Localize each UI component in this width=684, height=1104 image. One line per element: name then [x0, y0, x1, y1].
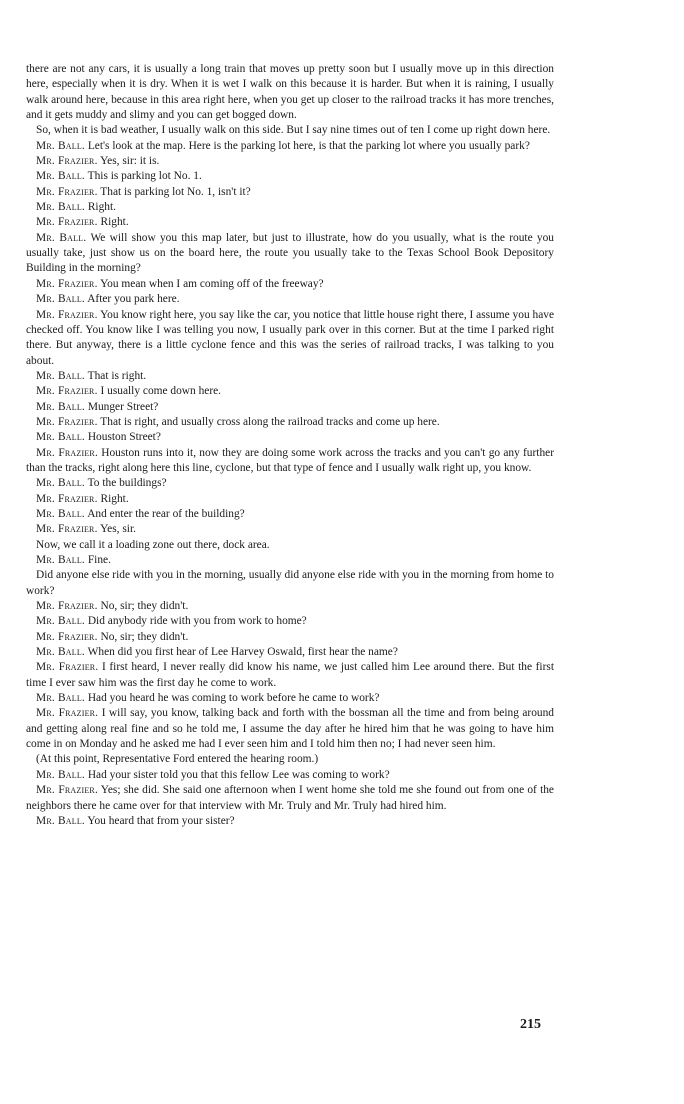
testimony-line — [26, 384, 554, 399]
paragraph-text: You know right here, you say like the car, you notice that little house right there, I assume you have checked off. You know like I was telling you now, I usually park over in this corner. But at the time I parked right there. But anyway, there is a little cyclone fence and this was the series of railroad tracks, I was talking to you about. — [26, 308, 554, 367]
narrative-paragraph — [26, 568, 554, 599]
testimony-line — [26, 599, 554, 614]
testimony-line — [26, 691, 554, 706]
speaker-label: Mr. Ball. — [36, 814, 85, 827]
speaker-label: Mr. Ball. — [36, 615, 85, 628]
speaker-label: Mr. Ball. — [36, 201, 85, 214]
testimony-line — [26, 308, 554, 369]
paragraph-text: And enter the rear of the building? — [87, 507, 245, 520]
speaker-label: Mr. Ball. — [36, 477, 85, 490]
speaker-label: Mr. Ball. — [36, 692, 85, 705]
speaker-label: Mr. Frazier. — [36, 492, 98, 505]
paragraph-text: Munger Street? — [87, 400, 159, 413]
paragraph-text: Had your sister told you that this fellow Lee was coming to work? — [87, 768, 390, 781]
testimony-line — [26, 231, 554, 277]
testimony-line — [26, 415, 554, 430]
testimony-line — [26, 814, 554, 829]
testimony-line — [26, 522, 554, 537]
testimony-line — [26, 139, 554, 154]
paragraph-text: Did anybody ride with you from work to home? — [87, 615, 307, 628]
speaker-label: Mr. Frazier. — [36, 385, 98, 398]
speaker-label: Mr. Frazier. — [36, 600, 98, 613]
paragraph-text: To the buildings? — [87, 477, 167, 490]
speaker-label: Mr. Ball. — [36, 170, 85, 183]
testimony-line — [26, 630, 554, 645]
paragraph-text: Yes; she did. She said one afternoon when I went home she told me she found out from one of the neighbors there he came over for that interview with Mr. Truly and Mr. Truly had hired him. — [26, 784, 554, 812]
paragraph-text: When did you first hear of Lee Harvey Oswald, first hear the name? — [87, 646, 398, 659]
paragraph-text: Fine. — [87, 554, 111, 566]
testimony-line — [26, 645, 554, 660]
testimony-line — [26, 476, 554, 491]
speaker-label: Mr. Frazier. — [36, 277, 98, 290]
speaker-label: Mr. Frazier. — [36, 661, 99, 674]
testimony-line — [26, 430, 554, 445]
page-number: 215 — [520, 1017, 541, 1032]
paragraph-text: No, sir; they didn't. — [100, 600, 189, 613]
speaker-label: Mr. Frazier. — [36, 308, 98, 321]
speaker-label: Mr. Ball. — [36, 231, 87, 244]
speaker-label: Mr. Ball. — [36, 139, 85, 152]
testimony-line — [26, 768, 554, 783]
speaker-label: Mr. Ball. — [36, 646, 85, 659]
testimony-line — [26, 169, 554, 184]
speaker-label: Mr. Ball. — [36, 400, 85, 413]
paragraph-text: Now, we call it a loading zone out there, dock area. — [36, 538, 270, 551]
testimony-line — [26, 783, 554, 814]
paragraph-text: Houston runs into it, now they are doing some work across the tracks and you can't go any further than the tracks, right along here this line, cyclone, but that type of fence and I usually walk right up, you know. — [26, 446, 554, 474]
paragraph-text: You heard that from your sister? — [87, 814, 235, 827]
speaker-label: Mr. Frazier. — [36, 523, 98, 536]
speaker-label: Mr. Frazier. — [36, 216, 98, 229]
paragraph-text: (At this point, Representative Ford entered the hearing room.) — [36, 753, 319, 766]
paragraph-text: No, sir; they didn't. — [100, 630, 189, 643]
testimony-line — [26, 215, 554, 230]
testimony-line — [26, 660, 554, 691]
paragraph-text: You mean when I am coming off of the freeway? — [100, 277, 324, 290]
speaker-label: Mr. Frazier. — [36, 415, 98, 428]
testimony-line — [26, 292, 554, 307]
narrative-paragraph — [26, 62, 554, 123]
speaker-label: Mr. Ball. — [36, 768, 85, 781]
paragraph-text: I will say, you know, talking back and forth with the bossman all the time and from being around and getting along real fine and so he told me, I assume the day after he hired him that he was going to have him come in on Monday and he asked me had I ever seen him and I told him then no; I had never seen him. — [26, 707, 554, 751]
testimony-line — [26, 706, 554, 752]
paragraph-text: Yes, sir: it is. — [100, 155, 160, 168]
paragraph-text: That is parking lot No. 1, isn't it? — [100, 185, 251, 198]
paragraph-text: That is right, and usually cross along the railroad tracks and come up here. — [100, 415, 440, 428]
narrative-paragraph — [26, 123, 554, 138]
paragraph-text: Right. — [87, 201, 116, 214]
testimony-line — [26, 277, 554, 292]
speaker-label: Mr. Ball. — [36, 431, 85, 444]
speaker-label: Mr. Frazier. — [36, 155, 98, 168]
testimony-line — [26, 400, 554, 415]
paragraph-text: After you park here. — [87, 293, 180, 306]
testimony-line — [26, 200, 554, 215]
testimony-line — [26, 553, 554, 568]
narrative-paragraph — [26, 752, 554, 767]
testimony-line — [26, 614, 554, 629]
testimony-line — [26, 446, 554, 477]
speaker-label: Mr. Frazier. — [36, 784, 98, 797]
paragraph-text: Right. — [100, 492, 129, 505]
paragraph-text: Houston Street? — [87, 431, 161, 444]
speaker-label: Mr. Ball. — [36, 554, 85, 566]
narrative-paragraph — [26, 538, 554, 553]
speaker-label: Mr. Frazier. — [36, 630, 98, 643]
paragraph-text: This is parking lot No. 1. — [87, 170, 202, 183]
speaker-label: Mr. Ball. — [36, 369, 85, 382]
testimony-line — [26, 154, 554, 169]
testimony-line — [26, 492, 554, 507]
testimony-line — [26, 507, 554, 522]
paragraph-text: I usually come down here. — [100, 385, 222, 398]
speaker-label: Mr. Ball. — [36, 507, 85, 520]
testimony-line — [26, 185, 554, 200]
paragraph-text: So, when it is bad weather, I usually walk on this side. But I say nine times out of ten I come up right down here. — [36, 124, 551, 137]
paragraph-text: Yes, sir. — [100, 523, 136, 536]
paragraph-text: I first heard, I never really did know his name, we just called him Lee around there. But the first time I ever saw him was the first day he come to work. — [26, 661, 554, 689]
paragraph-text: Did anyone else ride with you in the morning, usually did anyone else ride with you in the morning from home to work? — [26, 569, 554, 597]
paragraph-text: Had you heard he was coming to work before he came to work? — [87, 692, 380, 705]
paragraph-text: there are not any cars, it is usually a long train that moves up pretty soon but I usually move up in this direction here, especially when it is dry. When it is wet I walk on this because it is harder. But when it is raining, I usually walk around here, because in this area right here, when you get up closer to the railroad tracks it has more trenches, and it gets muddy and slimy and you can get bogged down. — [26, 63, 554, 122]
paragraph-text: That is right. — [87, 369, 147, 382]
speaker-label: Mr. Frazier. — [36, 707, 99, 720]
speaker-label: Mr. Frazier. — [36, 446, 99, 459]
paragraph-text: Right. — [100, 216, 129, 229]
paragraph-text: Let's look at the map. Here is the parking lot here, is that the parking lot where you usually park? — [87, 139, 530, 152]
paragraph-text: We will show you this map later, but just to illustrate, how do you usually, what is the route you usually take, just show us on the board here, the route you usually take to the Texas School Book Depository Building in the morning? — [26, 231, 554, 275]
speaker-label: Mr. Ball. — [36, 293, 85, 306]
transcript-body — [26, 62, 554, 829]
speaker-label: Mr. Frazier. — [36, 185, 98, 198]
testimony-line — [26, 369, 554, 384]
